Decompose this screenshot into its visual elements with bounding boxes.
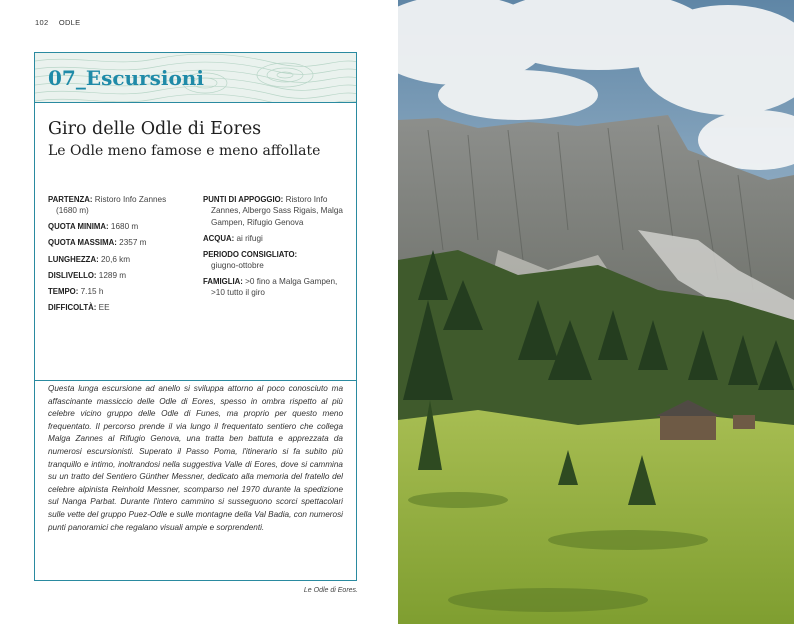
landscape-illustration bbox=[398, 0, 794, 624]
running-head-section: ODLE bbox=[58, 18, 81, 27]
fact-quota-massima: QUOTA MASSIMA: 2357 m bbox=[48, 238, 147, 248]
facts-right bbox=[203, 194, 353, 304]
photo-caption: Le Odle di Eores. bbox=[303, 587, 358, 594]
section-header bbox=[35, 53, 356, 103]
info-box bbox=[34, 52, 357, 381]
section-title: 07_Escursioni bbox=[48, 66, 204, 90]
fact-lunghezza: LUNGHEZZA: 20,6 km bbox=[48, 254, 131, 264]
fact-partenza: PARTENZA: Ristoro Info Zannes (1680 m) bbox=[48, 195, 167, 216]
fact-dislivello: DISLIVELLO: 1289 m bbox=[48, 270, 127, 280]
fact-quota-minima: QUOTA MINIMA: 1680 m bbox=[48, 222, 139, 232]
fact-periodo: PERIODO CONSIGLIATO: giugno-ottobre bbox=[203, 249, 298, 271]
facts-left bbox=[48, 194, 198, 318]
running-head bbox=[35, 18, 80, 27]
fact-famiglia: FAMIGLIA: >0 fino a Malga Gampen, >10 tutto il giro bbox=[203, 277, 338, 298]
description-box bbox=[34, 380, 357, 581]
page-number: 102 bbox=[35, 18, 49, 27]
route-subtitle: Le Odle meno famose e meno affollate bbox=[48, 143, 321, 159]
fact-punti-appoggio: PUNTI DI APPOGGIO: Ristoro Info Zannes, Albergo Sass Rigais, Malga Gampen, Rifugio Genova bbox=[203, 195, 343, 227]
route-title: Giro delle Odle di Eores bbox=[48, 119, 262, 139]
fact-difficolta: DIFFICOLTÀ: EE bbox=[48, 302, 110, 312]
fact-acqua: ACQUA: ai rifugi bbox=[203, 233, 263, 243]
mountain-photo bbox=[398, 0, 794, 624]
fact-tempo: TEMPO: 7.15 h bbox=[48, 286, 104, 296]
description-text: Questa lunga escursione ad anello si sviluppa attorno al poco conosciuto ma affascinante massiccio delle Odle di Eores, spesso in ombra rispetto al più celebre vicino gruppo delle Odle di Funes, ma proprio per questo meno frequentato. Il percorso prende il via lungo il frequentato sentiero che collega Malga Zannes al Rifugio Genova, una tratta ben battuta e apprezzata da numerosi escursionisti. Superato il Passo Poma, l'itinerario si fa subito più tranquillo e intimo, inoltrandosi nella suggestiva Valle di Eores, dove si cammina su un tratto del Sentiero Günther Messner, dedicato alla memoria del fratello del celebre alpinista Reinhold Messner, scomparso nel 1970 durante la spedizione sul Nanga Parbat. Durante l'intero cammino si susseguono scorci spettacolari sulle vette del gruppo Puez-Odle e sulle montagne della Val Badia, con numerosi punti panoramici che regalano visuali ampie e sorprendenti. bbox=[48, 384, 343, 532]
